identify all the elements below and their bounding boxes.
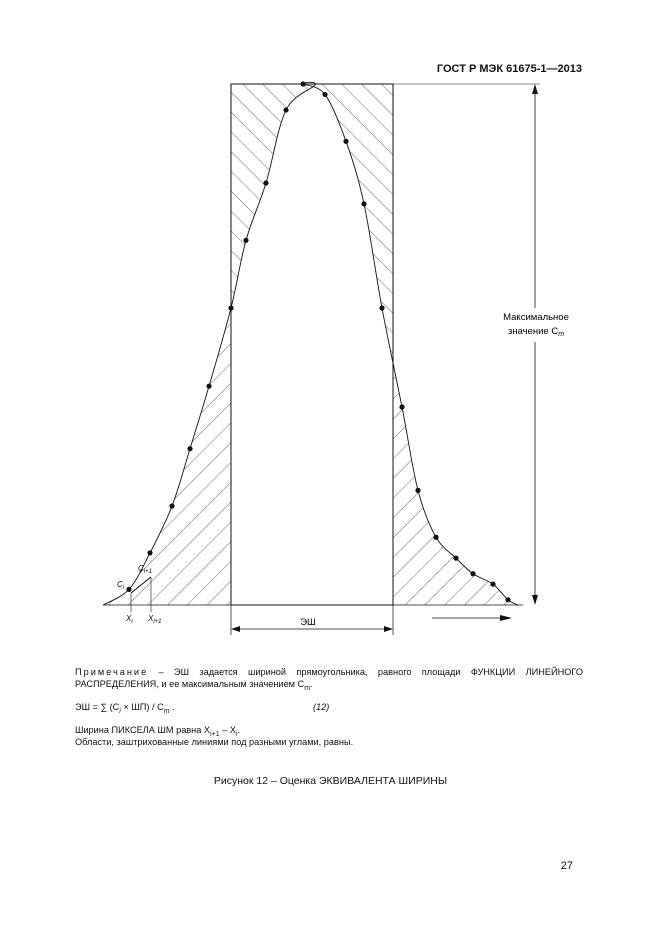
note-sub: m [304,684,311,692]
note-text: – ЭШ задается шириной прямоугольника, равного площади ФУНКЦИИ ЛИНЕЙНОГО РАСПРЕДЕЛЕНИЯ, и ее максимальным значением C [75,667,583,689]
label-x-i1: $X_{i+1}$ [148,614,162,625]
formula-number: (12) [313,702,330,712]
pixel-width-note: Ширина ПИКСЕЛА ШМ равна $X_{i+1} - X_i$. [75,725,241,738]
data-point [379,305,384,310]
data-point [490,582,495,587]
hatched-left-tail [103,82,518,605]
data-point [243,238,248,243]
data-point [399,404,404,409]
data-point [343,139,348,144]
label-c-i: $C_i$ [117,580,125,591]
data-point [300,81,305,86]
data-point [415,488,420,493]
areas-note: Области, заштрихованные линиями под разными углами, равны. [75,737,354,747]
data-point [322,92,327,97]
figure-caption: Рисунок 12 – Оценка ЭКВИВАЛЕНТА ШИРИНЫ [213,775,448,787]
data-point [433,535,438,540]
data-point [126,587,131,592]
data-point [206,384,211,389]
label-c-i1: $C_{i+1}$ [138,564,152,575]
page-number: 27 [560,860,573,872]
note-prefix: Примечание [75,667,149,677]
label-x-i: $X_i$ [126,614,133,625]
data-point [228,305,233,310]
data-point [505,597,510,602]
max-label-line2: значение $C_m$ [507,326,565,338]
data-point [283,107,288,112]
data-point [263,180,268,185]
data-point [187,446,192,451]
data-point [453,556,458,561]
document-standard-header: ГОСТ Р МЭК 61675-1—2013 [436,63,582,75]
data-point [361,201,366,206]
max-label-line1: Максимальное [503,312,569,323]
esh-label: ЭШ [300,617,316,628]
note-paragraph: Примечание – ЭШ задается шириной прямоугольника, равного площади ФУНКЦИИ ЛИНЕЙНОГО РАСПРЕДЕЛЕНИЯ, и ее максимальным значением $C_m$. [75,667,583,692]
formula: ЭШ = ∑ $(C_i \times ШП) / C_m$ . [75,702,175,715]
data-point [147,550,152,555]
axis-arrow [432,615,512,621]
data-point [169,503,174,508]
data-point [470,571,475,576]
